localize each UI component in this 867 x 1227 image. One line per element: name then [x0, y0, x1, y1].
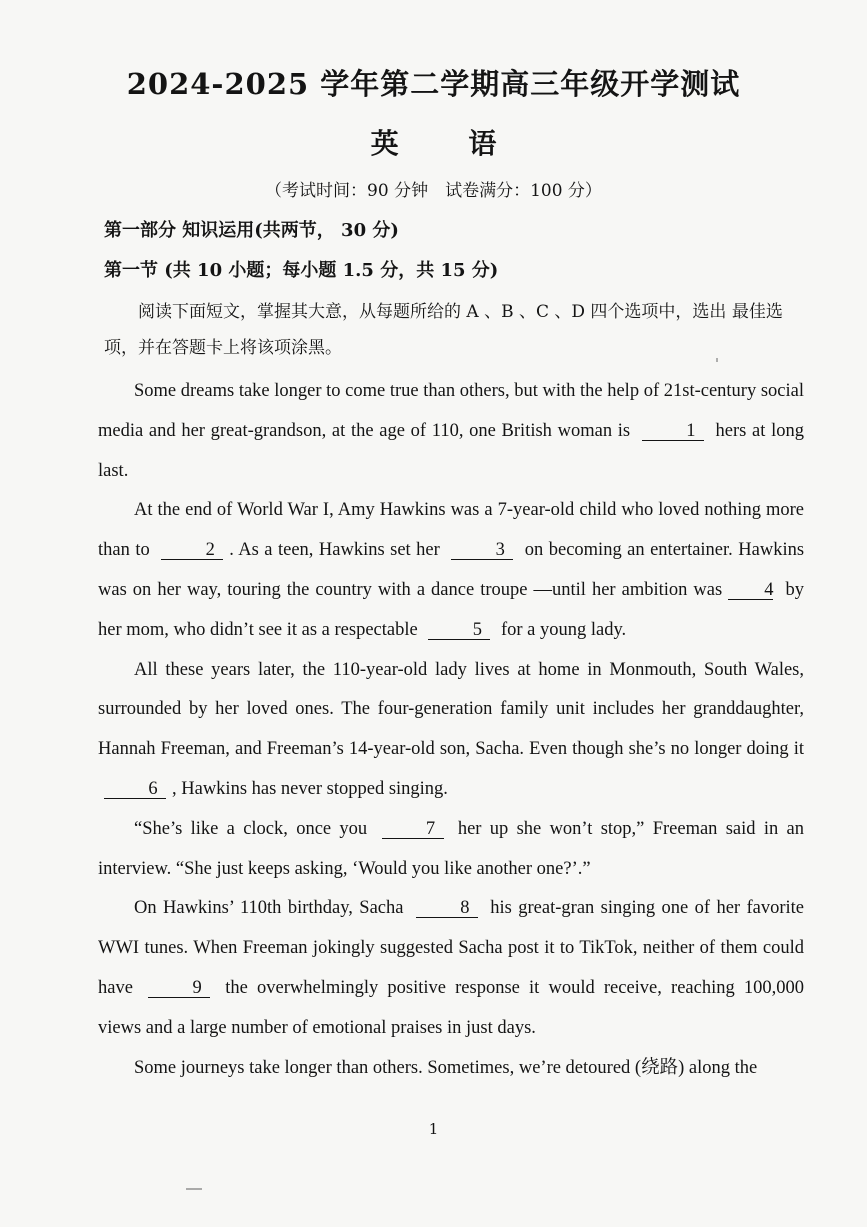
paragraph-5: On Hawkins’ 110th birthday, Sacha 8 his great-gran singing one of her favorite WWI tunes. When Freeman jokingly suggested Sacha post it to TikTok, neither of them could have 9 the overwhelmingly positive response it would receive, reaching 100,000 views and a large number of emotional praises in just days. [98, 898, 805, 1038]
blank-5: 5 [428, 621, 490, 640]
blank-9: 9 [148, 979, 210, 998]
blank-1: 1 [642, 422, 704, 441]
instructions: 阅读下面短文，掌握其大意，从每题所给的 A 、B 、C 、D 四个选项中，选出 最佳选项，并在答题卡上将该项涂黑。 [104, 302, 783, 358]
paragraph-4: “She’s like a clock, once you 7 her up she won’t stop,” Freeman said in an interview. “She just keeps asking, ‘Would you like another one?’.” [98, 818, 805, 879]
exam-title: 2024-2025 学年第二学期高三年级开学测试 [126, 67, 741, 101]
exam-info: （考试时间：90 分钟 试卷满分：100 分） [265, 181, 602, 201]
part-one-heading: 第一部分 知识运用(共两节， 30 分) [104, 220, 399, 241]
subject-title: 英 语 [370, 127, 497, 160]
blank-8: 8 [416, 899, 478, 918]
paragraph-3: All these years later, the 110-year-old lady lives at home in Monmouth, South Wales, surrounded by her loved ones. The four-generation family unit includes her granddaughter, Hannah Freeman, and Freeman’s 14-year-old son, Sacha. Even though she’s no longer doing it 6 , Hawkins has never stopped singing. [98, 659, 804, 799]
blank-6: 6 [104, 780, 166, 799]
page-number: 1 [428, 1120, 439, 1138]
blank-3: 3 [451, 541, 513, 560]
cloze-passage [98, 372, 804, 1088]
blank-2: 2 [161, 541, 223, 560]
paragraph-1: Some dreams take longer to come true than others, but with the help of 21st-century social media and her great-grandson, at the age of 110, one British woman is 1 hers at long last. [98, 381, 804, 481]
blank-4: 4 [728, 581, 773, 600]
section-one-heading: 第一节 (共 10 小题；每小题 1.5 分，共 15 分) [104, 260, 499, 281]
paragraph-2: At the end of World War I, Amy Hawkins was a 7-year-old child who loved nothing more than to 2 . As a teen, Hawkins set her 3 on becoming an entertainer. Hawkins was on her way, touring the country with a dance troupe —until her ambition was 4 by her mom, who didn’t see it as a respectable 5 for a young lady. [98, 500, 805, 640]
scan-speck [716, 358, 718, 362]
paragraph-6: Some journeys take longer than others. Sometimes, we’re detoured (绕路) along the [134, 1057, 758, 1078]
blank-7: 7 [382, 820, 444, 839]
scan-mark [186, 1188, 202, 1190]
